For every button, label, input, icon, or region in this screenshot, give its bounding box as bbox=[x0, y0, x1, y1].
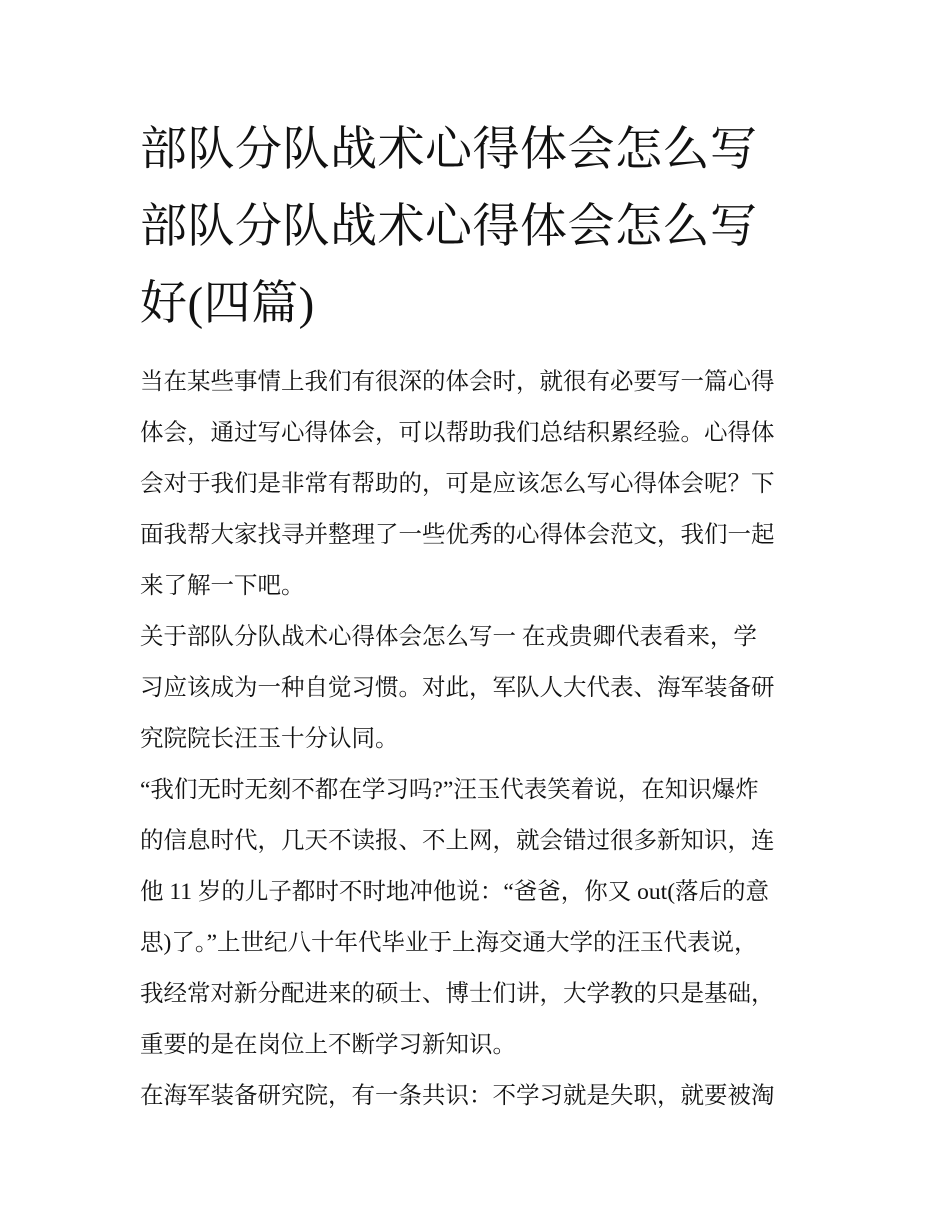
paragraph-line: 他 11 岁的儿子都时不时地冲他说：“爸爸，你又 out(落后的意 bbox=[140, 879, 770, 905]
paragraph-line: 面我帮大家找寻并整理了一些优秀的心得体会范文，我们一起 bbox=[140, 522, 775, 548]
paragraph-line: “我们无时无刻不都在学习吗?”汪玉代表笑着说，在知识爆炸 bbox=[140, 777, 759, 803]
paragraph-line: 我经常对新分配进来的硕士、博士们讲，大学教的只是基础， bbox=[140, 981, 775, 1007]
paragraph-line: 会对于我们是非常有帮助的，可是应该怎么写心得体会呢？下 bbox=[140, 471, 775, 497]
paragraph-line: 来了解一下吧。 bbox=[140, 573, 305, 599]
paragraph-quote bbox=[140, 765, 816, 1071]
document-page bbox=[140, 112, 816, 1122]
paragraph-consensus bbox=[140, 1071, 816, 1122]
paragraph-part-one bbox=[140, 612, 816, 765]
paragraph-line: 究院院长汪玉十分认同。 bbox=[140, 726, 399, 752]
title-line: 部队分队战术心得体会怎么写 bbox=[140, 201, 758, 253]
paragraph-line: 在海军装备研究院，有一条共识：不学习就是失职，就要被淘 bbox=[140, 1083, 775, 1109]
paragraph-intro bbox=[140, 357, 816, 612]
paragraph-line: 关于部队分队战术心得体会怎么写一 在戎贵卿代表看来，学 bbox=[140, 624, 757, 650]
paragraph-line: 的信息时代，几天不读报、不上网，就会错过很多新知识，连 bbox=[140, 828, 775, 854]
paragraph-line: 重要的是在岗位上不断学习新知识。 bbox=[140, 1032, 516, 1058]
paragraph-line: 思)了。”上世纪八十年代毕业于上海交通大学的汪玉代表说， bbox=[140, 930, 758, 956]
title-line: 部队分队战术心得体会怎么写 bbox=[140, 124, 758, 176]
document-title bbox=[140, 112, 816, 343]
paragraph-line: 体会，通过写心得体会，可以帮助我们总结积累经验。心得体 bbox=[140, 420, 775, 446]
title-line: 好(四篇) bbox=[140, 278, 315, 330]
paragraph-line: 当在某些事情上我们有很深的体会时，就很有必要写一篇心得 bbox=[140, 369, 775, 395]
paragraph-line: 习应该成为一种自觉习惯。对此，军队人大代表、海军装备研 bbox=[140, 675, 775, 701]
